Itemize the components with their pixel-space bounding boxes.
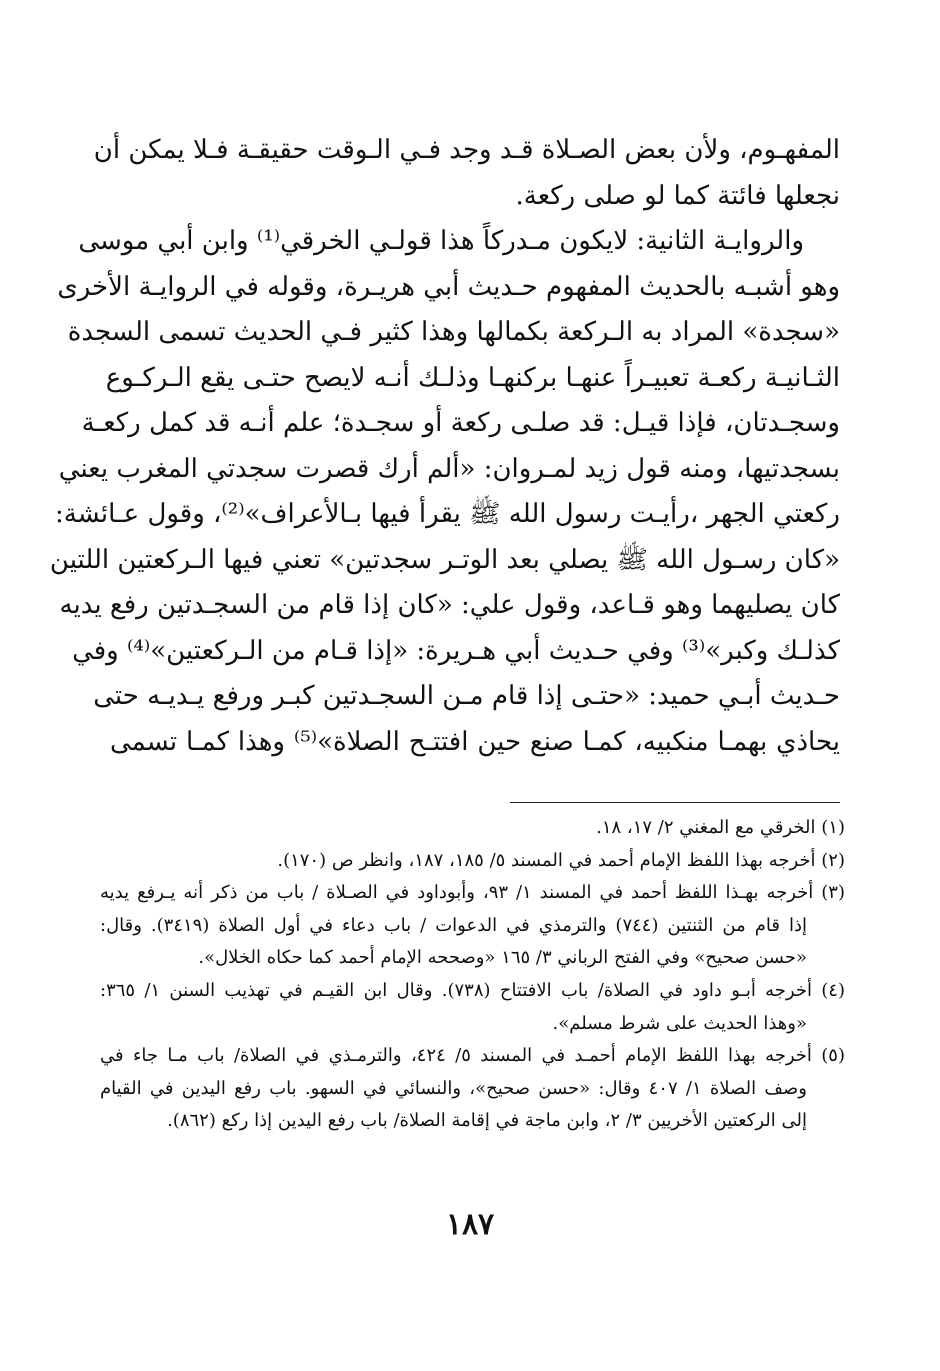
footnote-line: «حسن صحيح» وفي الفتح الرباني ٣/ ١٦٥ «وصححه الإمام أحمد كما حكاه الخلال». [198, 947, 807, 969]
body-line: الثـانيـة ركعـة تعبيـراً عنهـا بركنهـا وذلـك أنـه لايصح حتـى يقع الـركـوع [105, 362, 840, 393]
body-line: كان يصليهما وهو قـاعد، وقول علي: «كان إذا قام من السجـدتين رفع يديه [59, 590, 840, 620]
footnote-line: (٣) أخرجه بهـذا اللفظ أحمد في المسند ١/ ٩٣، وأبوداود في الصـلاة / باب من ذكر أنه يـرفع يديه [100, 882, 845, 904]
body-line: «كان رسـول الله ﷺ يصلي بعد الوتـر سجدتين» تعني فيها الـركعتين اللتين [49, 544, 840, 575]
body-line: ركعتي الجهر ،رأيـت رسول الله ﷺ يقرأ فيها بـالأعراف»⁽²⁾، وقول عـائشة: [55, 499, 840, 529]
body-line: كذلـك وكبر»⁽³⁾ وفي حـديث أبي هـريرة: «إذا قـام من الـركعتين»⁽⁴⁾ وفي [72, 635, 840, 666]
footnote-line: وصف الصلاة ١/ ٤٠٧ وقال: «حسن صحيح»، والنسائي في السهو. باب رفع اليدين في القيام [100, 1077, 807, 1099]
footnote-line: إلى الركعتين الأخريين ٣/ ٢، وابن ماجة في إقامة الصلاة/ باب رفع اليدين إذا ركع (٨٦٢). [167, 1110, 807, 1132]
footnotes [100, 812, 845, 1138]
footnote-4 [100, 975, 845, 1040]
main-text [49, 128, 840, 765]
footnote-5 [100, 1040, 845, 1138]
footnote-3 [100, 877, 845, 975]
body-line: والروايـة الثانية: لايكون مـدركاً هذا قولـي الخرقي⁽¹⁾ وابن أبي موسى [78, 226, 804, 256]
footnote-line: إذا قام من الثنتين (٧٤٤) والترمذي في الدعوات / باب دعاء في أول الصلاة (٣٤١٩). وقال: [100, 914, 808, 936]
body-line: بسجدتيها، ومنه قول زيد لمـروان: «ألم أرك قصرت سجدتي المغرب يعني [58, 453, 840, 484]
footnote-line: (٤) أخرجه أبـو داود في الصلاة/ باب الافتتاح (٧٣٨). وقال ابن القيـم في تهذيب السنن ١/ ٣٦٥: [100, 979, 845, 1001]
footnote-1 [100, 812, 845, 845]
footnote-line: (٥) أخرجه بهذا اللفظ الإمام أحمـد في المسند ٥/ ٤٢٤، والترمـذي في الصلاة/ باب مـا جاء في [100, 1045, 845, 1067]
body-line: المفهـوم، ولأن بعض الصـلاة قـد وجد فـي الـوقت حقيقـة فـلا يمكن أن [93, 135, 840, 165]
body-line: نجعلها فائتة كما لو صلى ركعة. [515, 180, 840, 211]
footnote-line: (١) الخرقي مع المغني ٢/ ١٧، ١٨. [596, 817, 845, 838]
body-line: وسجـدتان، فإذا قيـل: قد صلـى ركعة أو سجـدة؛ علم أنـه قد كمل ركعـة [81, 408, 840, 438]
body-line: يحاذي بهمـا منكبيه، كمـا صنع حين افتتـح الصلاة»⁽⁵⁾ وهذا كمـا تسمى [110, 726, 840, 757]
footnote-2 [100, 845, 845, 878]
page-number: ١٨٧ [445, 1207, 495, 1242]
body-line: وهو أشبـه بالحديث المفهوم حـديث أبي هريـرة، وقوله في الروايـة الأخرى [57, 271, 840, 302]
footnote-line: «وهذا الحديث على شرط مسلم». [552, 1012, 807, 1034]
body-line: «سجدة» المراد به الـركعة بكمالها وهذا كثير فـي الحديث تسمى السجدة [67, 317, 840, 347]
footnote-line: (٢) أخرجه بهذا اللفظ الإمام أحمد في المسند ٥/ ١٨٥، ١٨٧، وانظر ص (١٧٠). [277, 849, 845, 871]
body-line: حـديث أبـي حميد: «حتـى إذا قام مـن السجـدتين كبـر ورفع يـديـه حتى [93, 681, 840, 711]
footnote-separator [510, 802, 840, 803]
